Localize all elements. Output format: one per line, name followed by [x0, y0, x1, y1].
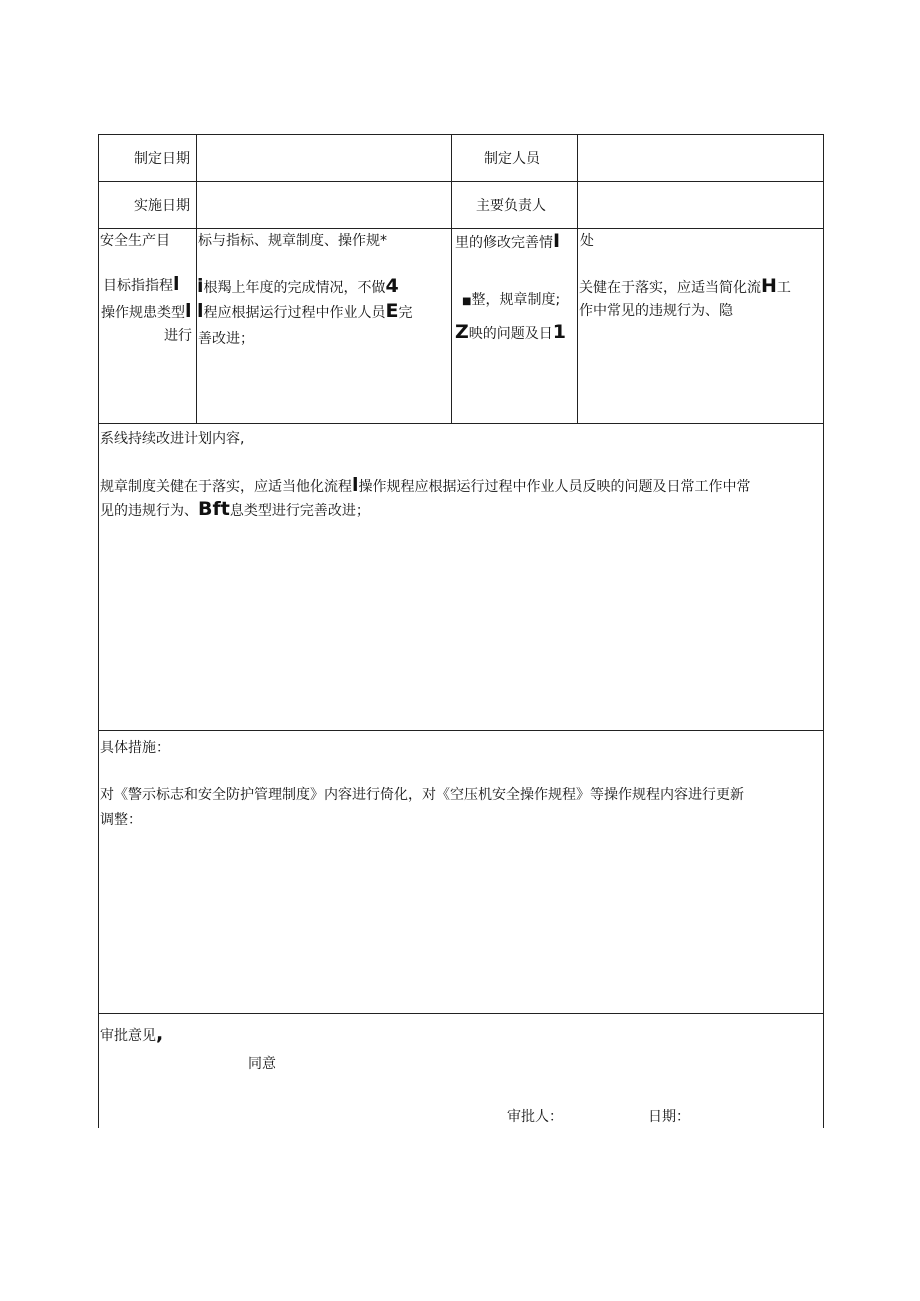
- goals-col3-line: ■整，规章制度;: [462, 292, 561, 308]
- table-border-top: [98, 134, 824, 135]
- plan-body-line: 见的违规行为、Bft息类型进行完善改进；: [100, 498, 370, 520]
- approval-heading: 审批意见,: [100, 1023, 164, 1045]
- goals-col1-line: 操作规患类型l: [101, 300, 192, 322]
- goals-col2-line: l程应根据运行过程中作业人员E完: [197, 300, 413, 322]
- ocr-glyph: l: [352, 474, 359, 496]
- impl-date-label: 实施日期: [134, 198, 190, 214]
- plan-date-label: 制定日期: [134, 151, 190, 167]
- approval-date-label: 日期：: [648, 1109, 690, 1125]
- ocr-glyph: Z: [455, 321, 469, 343]
- goals-col3-line: 里的修改完善情I: [455, 230, 561, 252]
- goals-col1-line: 安全生产目: [100, 233, 170, 249]
- ocr-glyph: I: [553, 230, 561, 252]
- ocr-glyph: l: [173, 273, 180, 295]
- ocr-glyph: 4: [385, 275, 399, 297]
- table-row-divider: [98, 730, 824, 731]
- measures-body-line: 对《警示标志和安全防护管理制度》内容进行倚化，对《空压机安全操作规程》等操作规程内容进行更新: [100, 787, 744, 803]
- ocr-glyph: l: [197, 300, 204, 322]
- ocr-glyph: 1: [552, 321, 567, 343]
- ocr-glyph: ■: [462, 296, 472, 307]
- plan-heading: 系线持续改进计划内容,: [100, 431, 245, 447]
- table-border-right: [823, 134, 824, 1128]
- plan-body-line: 规章制度关健在于落实，应适当他化流程l操作规程应根据运行过程中作业人员反映的问题及日常工作中常: [100, 474, 751, 496]
- table-row-divider: [98, 423, 824, 424]
- ocr-glyph: l: [185, 300, 192, 322]
- ocr-glyph: Bft: [198, 498, 230, 520]
- approval-opinion: 同意: [248, 1056, 276, 1072]
- ocr-glyph: ,: [156, 1023, 164, 1045]
- table-row-divider: [98, 181, 824, 182]
- goals-col3-line: Z映的问题及日1: [455, 321, 567, 343]
- ocr-glyph: E: [385, 300, 399, 322]
- goals-col4-line: 作中常见的违规行为、隐: [579, 303, 733, 319]
- table-row-divider: [98, 228, 824, 229]
- goals-col1-line: 进行: [164, 328, 192, 344]
- goals-col2-line: 善改进；: [198, 331, 254, 347]
- table-col-divider: [451, 134, 452, 423]
- goals-col1-line: 目标指指程l: [103, 273, 180, 295]
- table-row-divider: [98, 1013, 824, 1014]
- goals-col4-line: 关健在于落实，应适当简化流H工: [579, 275, 791, 297]
- planner-label: 制定人员: [484, 151, 540, 167]
- approver-label: 审批人：: [507, 1109, 563, 1125]
- table-border-left: [98, 134, 99, 1128]
- measures-heading: 具体措施：: [100, 740, 170, 756]
- goals-col2-line: 标与指标、规章制度、操作规*: [198, 233, 387, 249]
- goals-col2-line: i根羯上年度的完成情况，不做4: [197, 275, 399, 297]
- goals-col4-line: 处: [580, 233, 594, 249]
- ocr-glyph: i: [197, 275, 204, 297]
- owner-label: 主要负责人: [476, 198, 546, 214]
- measures-body-line: 调整：: [100, 812, 142, 828]
- ocr-glyph: H: [761, 275, 777, 297]
- table-col-divider: [577, 134, 578, 423]
- form-table: [98, 134, 824, 1128]
